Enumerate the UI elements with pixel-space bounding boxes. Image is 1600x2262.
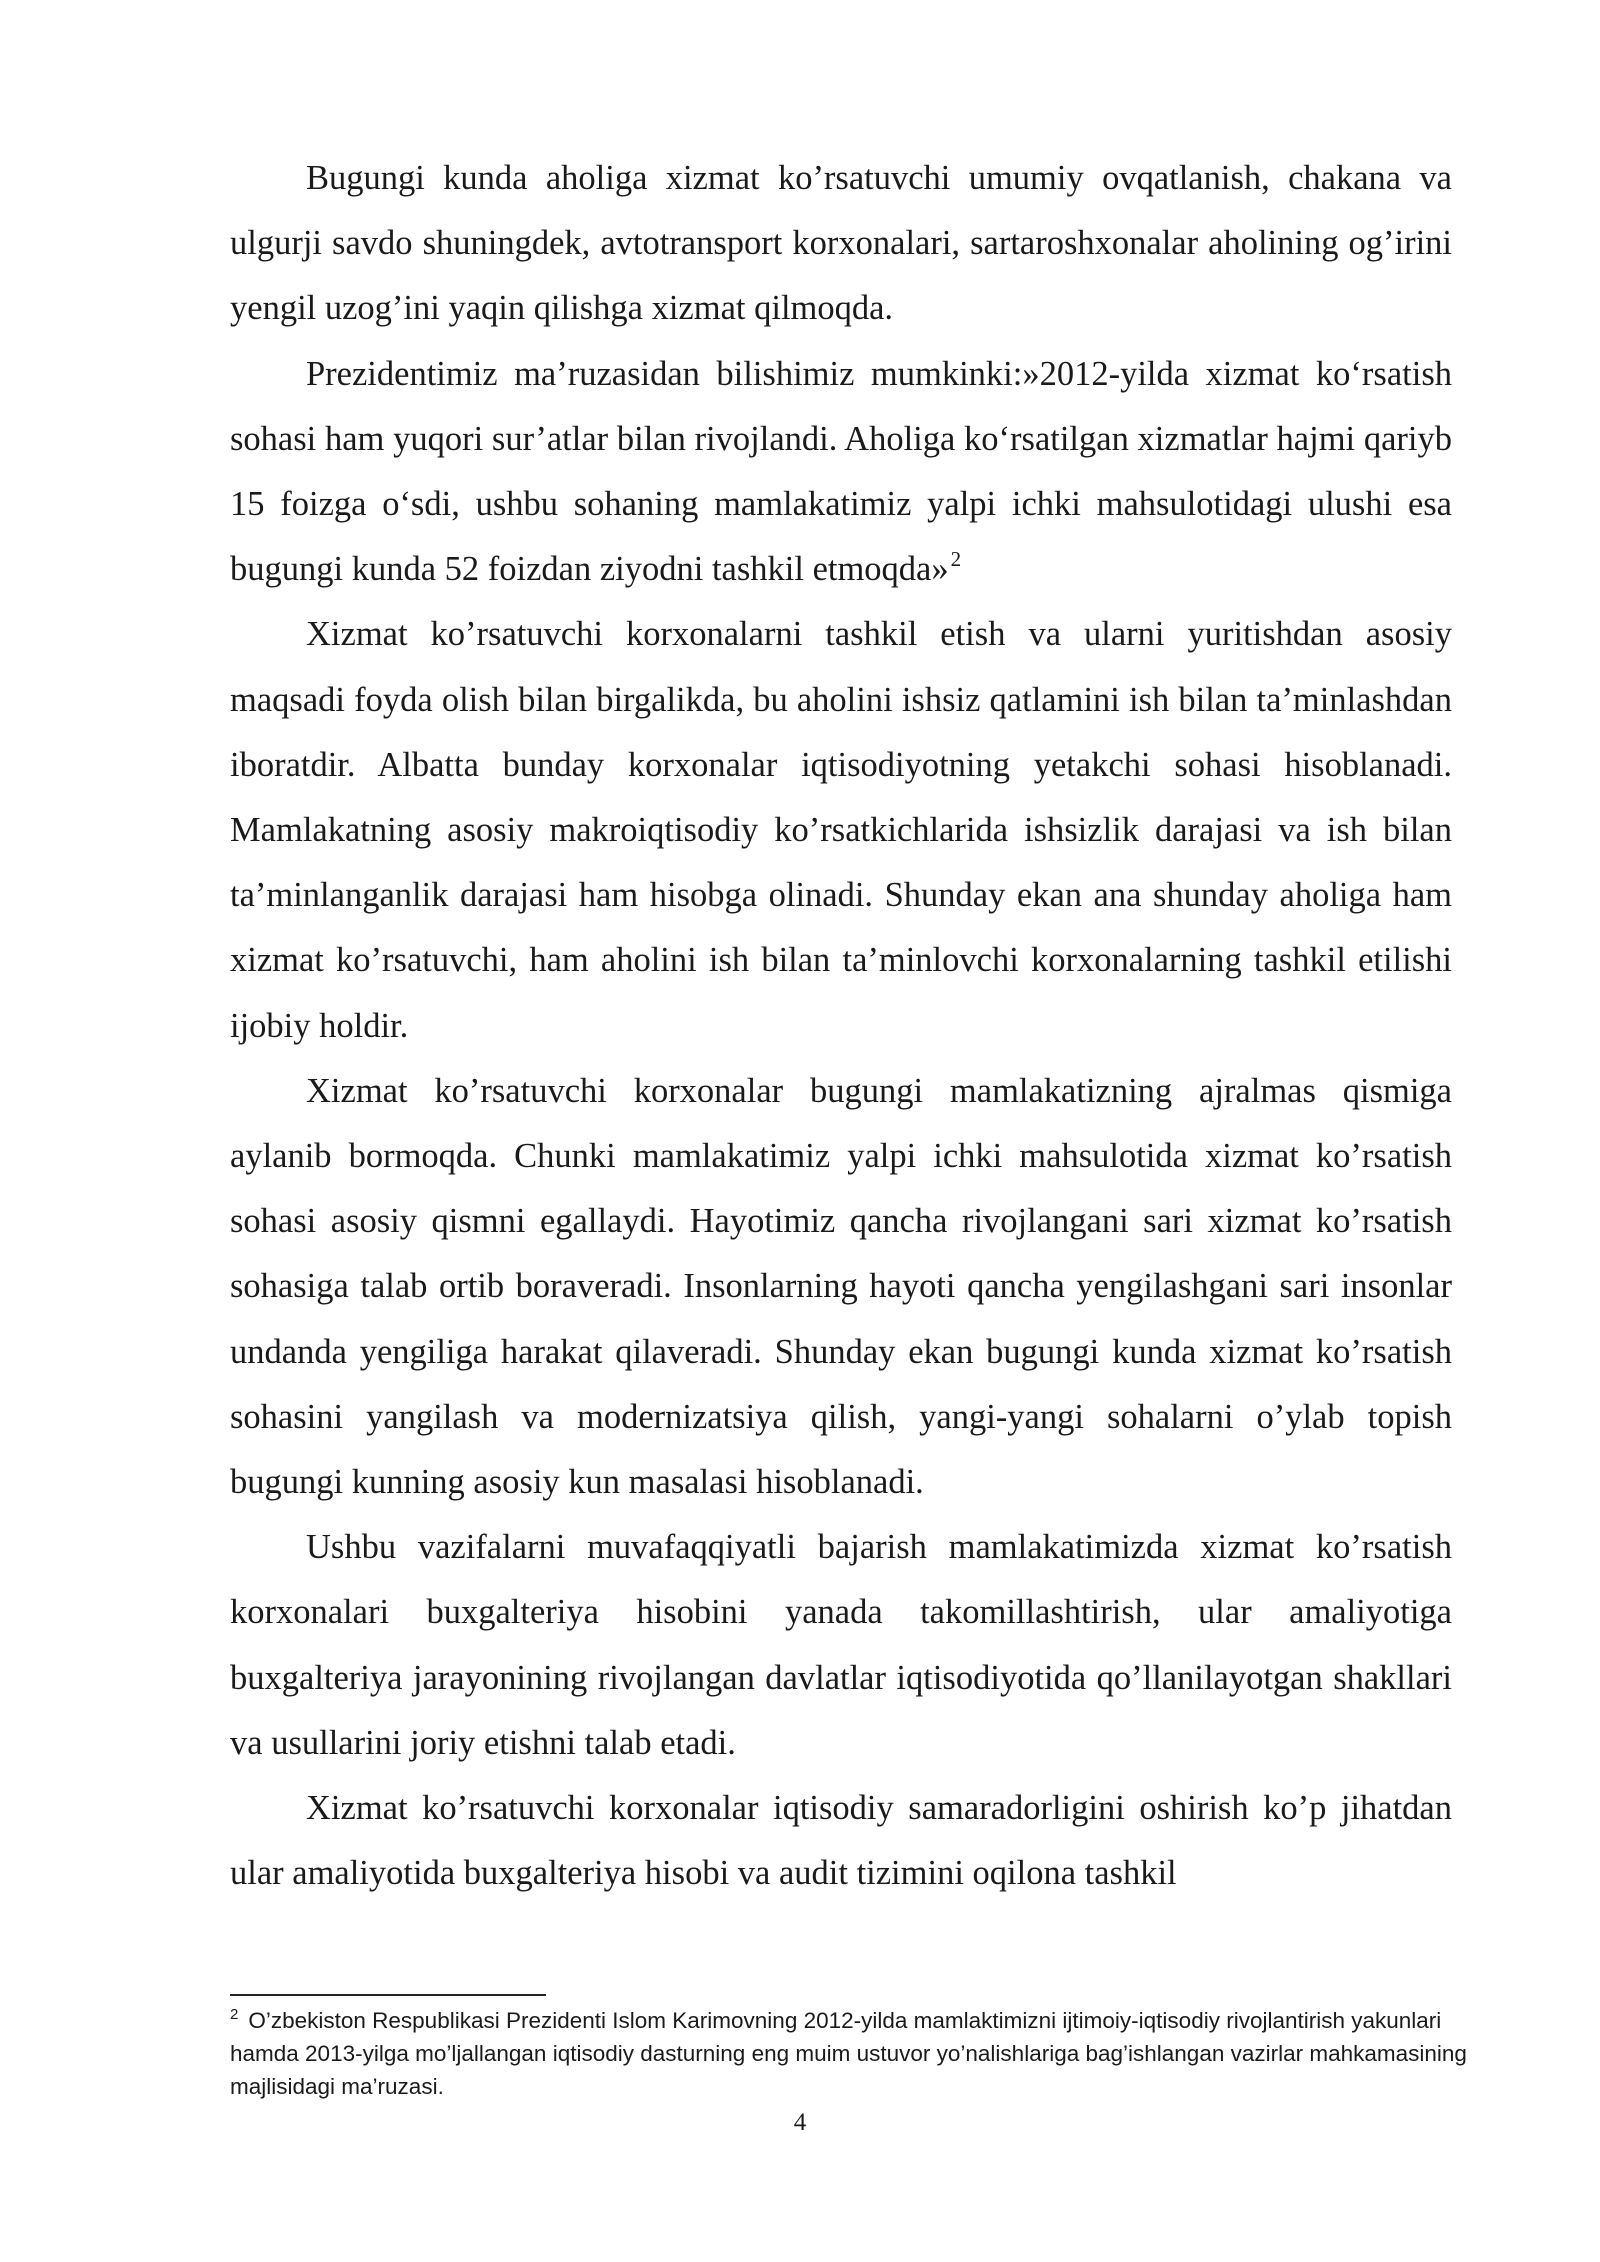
footnote [230,2004,1470,2103]
footnote-separator [230,1994,546,1996]
paragraph: Xizmat ko’rsatuvchi korxonalar iqtisodiy samaradorligini oshirish ko’p jihatdan ular amaliyotida buxgalteriya hisobi va audit tizimini oqilona tashkil [230,1789,1452,1893]
paragraph-with-footnote [230,342,1452,603]
paragraph: Xizmat ko’rsatuvchi korxonalar bugungi mamlakatizning ajralmas qismiga aylanib bormoqda. Chunki mamlakatimiz yalpi ichki mahsulotida xizmat ko’rsatish sohasi asosiy qismni egallaydi. Hayotimiz qancha rivojlangani sari xizmat ko’rsatish sohasiga talab ortib boraveradi. Insonlarning hayoti qancha yengilashgani sari insonlar undanda yengiliga harakat qilaveradi. Shunday ekan bugungi kunda xizmat ko’rsatish sohasini yangilash va modernizatsiya qilish, yangi-yangi sohalarni o’ylab topish bugungi kunning asosiy kun masalasi hisoblanadi. [230,1071,1452,1502]
page-number: 4 [793,2109,807,2136]
body-text [230,146,1452,1906]
paragraph: Bugungi kunda aholiga xizmat ko’rsatuvchi umumiy ovqatlanish, chakana va ulgurji savdo shuningdek, avtotransport korxonalari, sartaroshxonalar aholining og’irini yengil uzog’ini yaqin qilishga xizmat qilmoqda. [230,159,1452,328]
footnote-reference[interactable]: 2 [950,547,962,572]
paragraph: Ushbu vazifalarni muvafaqqiyatli bajarish mamlakatimizda xizmat ko’rsatish korxonalari buxgalteriya hisobini yanada takomillashtirish, ular amaliyotiga buxgalteriya jarayonining rivojlangan davlatlar iqtisodiyotida qo’llanilayotgan shakllari va usullarini joriy etishni talab etadi. [230,1528,1452,1762]
paragraph-text: Prezidentimiz ma’ruzasidan bilishimiz mumkinki:»2012-yilda xizmat koʻrsatish sohasi ham yuqori sur’atlar bilan rivojlandi. Aholiga koʻrsatilgan xizmatlar hajmi qariyb 15 foizga oʻsdi, ushbu sohaning mamlakatimiz yalpi ichki mahsulotidagi ulushi esa bugungi kunda 52 foizdan ziyodni tashkil etmoqda» [230,354,1452,589]
footnote-mark: 2 [230,2006,239,2023]
footnote-text: O’zbekiston Respublikasi Prezidenti Islom Karimovning 2012-yilda mamlaktimizni ijtimoiy-iqtisodiy rivojlantirish yakunlari hamda 2013-yilga mo’ljallangan iqtisodiy dasturning eng muim ustuvor yo’nalishlariga bag’ishlangan vazirlar mahkamasining majlisidagi ma’ruzasi. [230,2008,1467,2099]
paragraph: Xizmat ko’rsatuvchi korxonalarni tashkil etish va ularni yuritishdan asosiy maqsadi foyda olish bilan birgalikda, bu aholini ishsiz qatlamini ish bilan ta’minlashdan iboratdir. Albatta bunday korxonalar iqtisodiyotning yetakchi sohasi hisoblanadi. Mamlakatning asosiy makroiqtisodiy ko’rsatkichlarida ishsizlik darajasi va ish bilan ta’minlanganlik darajasi ham hisobga olinadi. Shunday ekan ana shunday aholiga ham xizmat ko’rsatuvchi, ham aholini ish bilan ta’minlovchi korxonalarning tashkil etilishi ijobiy holdir. [230,615,1452,1045]
